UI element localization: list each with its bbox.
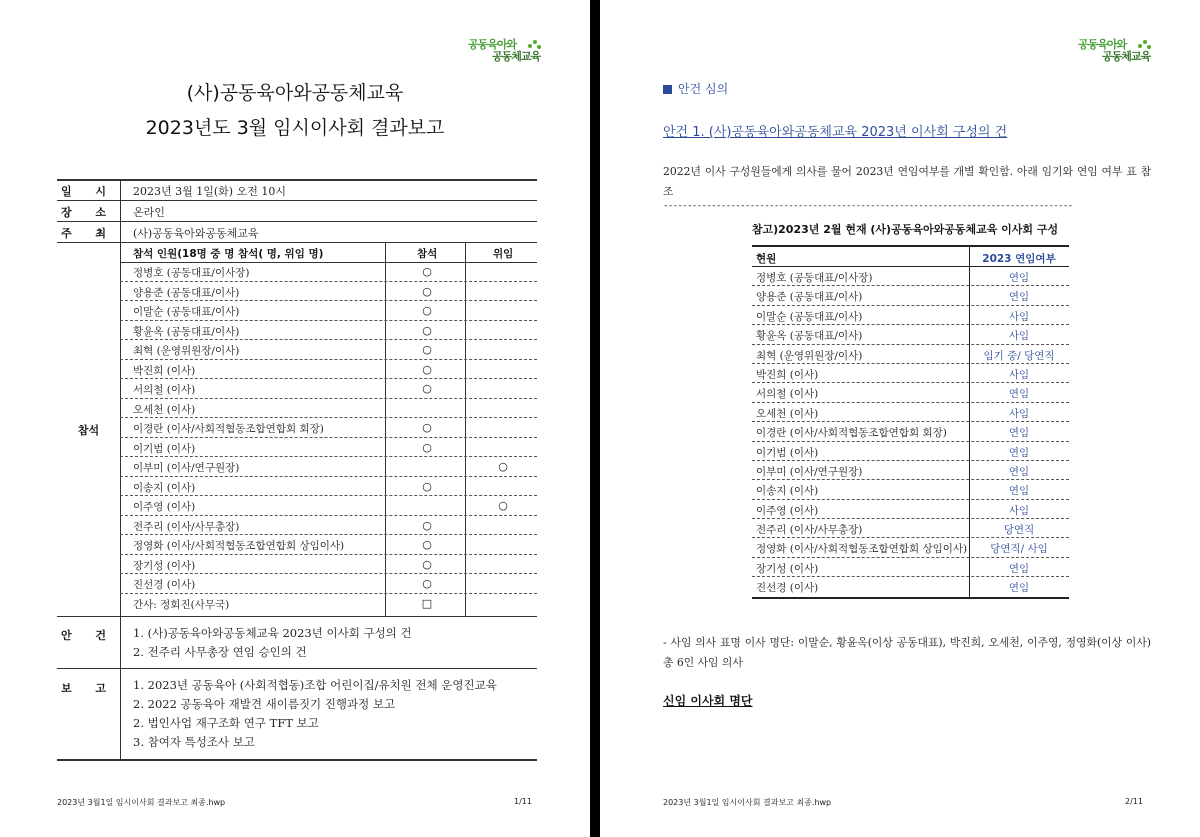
- table-row: [752, 500, 1069, 519]
- attendance-row: [120, 594, 537, 614]
- logo-sprout-icon: [526, 40, 542, 50]
- renewal-status: 연임: [1008, 427, 1030, 440]
- meta-label-place: 장 소: [60, 206, 117, 219]
- member-name: 정영화 (이사/사회적협동조합연합회 상임이사): [133, 540, 345, 552]
- attend-mark: ○: [422, 284, 432, 298]
- attendance-row: [120, 262, 537, 282]
- renewal-status: 임기 중/ 당연직: [983, 349, 1055, 362]
- attendance-row: [120, 574, 537, 594]
- attendance-row: [120, 379, 537, 399]
- agenda-title: 안건 1. (사)공동육아와공동체교육 2023년 이사회 구성의 건: [663, 125, 1008, 140]
- member-name: 이기범 (이사): [756, 446, 819, 459]
- attendance-row: [120, 282, 537, 302]
- member-name: 진선경 (이사): [756, 582, 819, 595]
- document-page-1: [0, 0, 590, 837]
- table-row: [752, 286, 1069, 305]
- renewal-status: 연임: [1008, 272, 1030, 284]
- member-name: 장기성 (이사): [756, 562, 819, 575]
- organization-logo: [1078, 36, 1158, 68]
- member-name: 이송지 (이사): [756, 485, 819, 498]
- footer-filename: 2023년 3월1일 임시이사회 결과보고 최종.hwp: [663, 798, 832, 807]
- attendance-row: [120, 321, 537, 341]
- member-name: 박진희 (이사): [133, 364, 196, 377]
- table-top-border: [57, 179, 537, 181]
- member-name: 전주리 (이사/사무총장): [756, 524, 863, 537]
- header-members: 현원: [756, 253, 777, 265]
- member-name: 이주영 (이사): [133, 501, 196, 513]
- member-name: 전주리 (이사/사무총장): [133, 520, 240, 533]
- table-row: [752, 403, 1069, 422]
- logo-sprout-icon: [1136, 40, 1152, 50]
- report-item: 3. 참여자 특성조사 보고: [133, 735, 255, 749]
- member-name: 서의철 (이사): [133, 384, 196, 396]
- renewal-status: 사임: [1008, 330, 1030, 343]
- delegate-mark: ○: [498, 499, 508, 512]
- table-row: [752, 558, 1069, 577]
- member-name: 서의철 (이사): [756, 388, 819, 401]
- member-name: 오세천 (이사): [756, 407, 819, 420]
- member-name: 정영화 (이사/사회적협동조합연합회 상임이사): [756, 543, 968, 556]
- section-heading: [663, 80, 728, 97]
- member-name: 박진희 (이사): [756, 368, 819, 381]
- member-name: 이부미 (이사/연구원장): [133, 462, 240, 474]
- table-header: [752, 247, 1069, 267]
- header-renewal: 2023 연임여부: [982, 253, 1056, 265]
- attend-mark: ○: [422, 538, 432, 551]
- member-name: 이송지 (이사): [133, 481, 196, 494]
- divider: [57, 221, 537, 222]
- table-caption: 참고)2023년 2월 현재 (사)공동육아와공동체교육 이사회 구성: [751, 223, 1059, 236]
- logo-line-2: 공동체교육: [1102, 50, 1151, 63]
- meta-value-place: 온라인: [133, 206, 165, 219]
- attend-mark: ○: [422, 440, 432, 454]
- attend-mark: ○: [422, 557, 432, 571]
- meta-value-date: 2023년 3월 1일(화) 오전 10시: [133, 185, 286, 198]
- attendance-header-members: 참석 인원(18명 중 명 참석( 명, 위임 명): [133, 248, 324, 260]
- attend-mark: ○: [422, 304, 432, 317]
- divider: [57, 668, 537, 669]
- member-name: 진선경 (이사): [133, 579, 196, 591]
- report-item: 2. 법인사업 재구조화 연구 TFT 보고: [133, 716, 319, 730]
- attend-mark: ○: [422, 323, 432, 337]
- attendance-row: [120, 399, 537, 419]
- table-row: [752, 480, 1069, 499]
- organization-logo: [468, 36, 548, 68]
- renewal-status: 사임: [1008, 407, 1030, 420]
- document-title-line-2: 2023년도 3월 임시이사회 결과보고: [145, 117, 445, 139]
- report-label: 보 고: [60, 682, 117, 695]
- attendance-row: [120, 360, 537, 380]
- attend-mark: ○: [422, 382, 432, 395]
- member-name: 오세천 (이사): [133, 403, 196, 416]
- table-row: [752, 442, 1069, 461]
- renewal-status: 당연직: [1003, 524, 1035, 537]
- renewal-status: 사임: [1008, 504, 1030, 517]
- attendance-row: [120, 457, 537, 477]
- attendance-header-attend: 참석: [417, 248, 438, 260]
- member-name: 양용준 (공동대표/이사): [133, 286, 240, 299]
- document-title-line-1: (사)공동육아와공동체교육: [186, 82, 404, 104]
- renewal-status: 연임: [1008, 291, 1030, 304]
- attend-mark: ○: [422, 265, 432, 278]
- table-row: [752, 325, 1069, 344]
- meta-value-host: (사)공동육아와공동체교육: [133, 227, 259, 240]
- attendance-row: [120, 555, 537, 575]
- table-row: [752, 383, 1069, 402]
- attend-mark: ○: [422, 343, 432, 356]
- renewal-status: 연임: [1008, 562, 1030, 575]
- member-name: 장기성 (이사): [133, 559, 196, 572]
- attendance-row: [120, 418, 537, 438]
- table-row: [752, 345, 1069, 364]
- report-item: 1. 2023년 공동육아 (사회적협동)조합 어린이집/유치원 전체 운영진교육: [133, 678, 497, 692]
- member-name: 정병호 (공동대표/이사장): [756, 272, 873, 284]
- dashed-separator: -------------------------------------------------------------------------------------: [663, 201, 1073, 211]
- attendance-section-label: 참석: [77, 424, 100, 437]
- attendance-row: [120, 301, 537, 321]
- member-name: 정병호 (공동대표/이사장): [133, 267, 250, 279]
- table-bottom-border: [57, 759, 537, 761]
- agenda-paragraph: 2022년 이사 구성원들에게 의사를 물어 2023년 연임여부를 개별 확인함. 아래 임기와 연임 여부 표 참조: [663, 165, 1151, 198]
- table-row: [752, 461, 1069, 480]
- logo-line-1: 공동육아와: [1078, 38, 1127, 51]
- footer-filename: 2023년 3월1일 임시이사회 결과보고 최종.hwp: [57, 798, 226, 807]
- agenda-item: 1. (사)공동육아와공동체교육 2023년 이사회 구성의 건: [133, 626, 412, 640]
- member-name: 최혁 (운영위원장/이사): [133, 345, 240, 357]
- member-name: 이말순 (공동대표/이사): [756, 310, 863, 323]
- table-row: [752, 422, 1069, 441]
- renewal-status: 당연직/ 사임: [990, 543, 1048, 556]
- section-heading-text: 안건 심의: [678, 82, 729, 96]
- member-name: 간사: 정회진(사무국): [133, 598, 230, 611]
- attendance-row: [120, 477, 537, 497]
- renewal-status: 사임: [1008, 368, 1030, 381]
- member-name: 황윤옥 (공동대표/이사): [133, 325, 240, 338]
- agenda-item: 2. 전주리 사무총장 연임 승인의 건: [133, 645, 307, 659]
- renewal-status: 연임: [1008, 388, 1030, 401]
- renewal-status: 연임: [1008, 582, 1030, 595]
- member-name: 황윤옥 (공동대표/이사): [756, 330, 863, 343]
- table-row: [752, 306, 1069, 325]
- board-composition-table: [752, 245, 1069, 599]
- attendance-row: [120, 535, 537, 555]
- member-name: 이경란 (이사/사회적협동조합연합회 회장): [756, 427, 947, 440]
- member-name: 최혁 (운영위원장/이사): [756, 349, 863, 362]
- attend-mark: ○: [422, 362, 432, 376]
- attend-mark: ○: [422, 479, 432, 493]
- resignation-note: - 사임 의사 표명 이사 명단: 이말순, 황윤옥(이상 공동대표), 박진희, 오세천, 이주영, 정영화(이상 이사) 총 6인 사임 의사: [663, 636, 1151, 669]
- footer-page-number: 1/11: [514, 797, 532, 806]
- divider: [57, 616, 537, 617]
- attendance-row: [120, 496, 537, 516]
- meta-label-host: 주 최: [60, 227, 117, 240]
- new-board-heading: 신임 이사회 명단: [663, 694, 753, 708]
- attendance-row: [120, 516, 537, 536]
- delegate-mark: ○: [498, 460, 508, 473]
- member-name: 이부미 (이사/연구원장): [756, 465, 863, 478]
- attendance-row: [120, 340, 537, 360]
- attend-mark: ○: [422, 518, 432, 532]
- member-name: 양용준 (공동대표/이사): [756, 291, 863, 304]
- table-row: [752, 519, 1069, 538]
- meta-label-date: 일 시: [60, 185, 117, 198]
- renewal-status: 연임: [1008, 465, 1030, 478]
- square-bullet-icon: [663, 85, 672, 94]
- report-item: 2. 2022 공동육아 재발견 새이름짓기 진행과정 보고: [133, 697, 396, 711]
- logo-line-1: 공동육아와: [468, 38, 517, 51]
- logo-line-2: 공동체교육: [492, 50, 541, 63]
- member-name: 이경란 (이사/사회적협동조합연합회 회장): [133, 423, 324, 435]
- attendance-header-delegate: 위임: [493, 248, 514, 260]
- member-name: 이주영 (이사): [756, 504, 819, 517]
- renewal-status: 연임: [1008, 485, 1030, 498]
- attend-mark: □: [421, 596, 433, 610]
- divider: [57, 200, 537, 201]
- attend-mark: ○: [422, 577, 432, 590]
- renewal-status: 사임: [1008, 310, 1030, 323]
- agenda-label: 안 건: [60, 629, 117, 642]
- attendance-row: [120, 438, 537, 458]
- table-row: [752, 538, 1069, 557]
- member-name: 이기범 (이사): [133, 442, 196, 455]
- table-row: [752, 364, 1069, 383]
- attend-mark: ○: [422, 421, 432, 434]
- document-page-2: [600, 0, 1200, 837]
- renewal-status: 연임: [1008, 446, 1030, 459]
- table-row: [752, 267, 1069, 286]
- table-row: [752, 577, 1069, 596]
- member-name: 이말순 (공동대표/이사): [133, 306, 240, 318]
- footer-page-number: 2/11: [1125, 797, 1143, 806]
